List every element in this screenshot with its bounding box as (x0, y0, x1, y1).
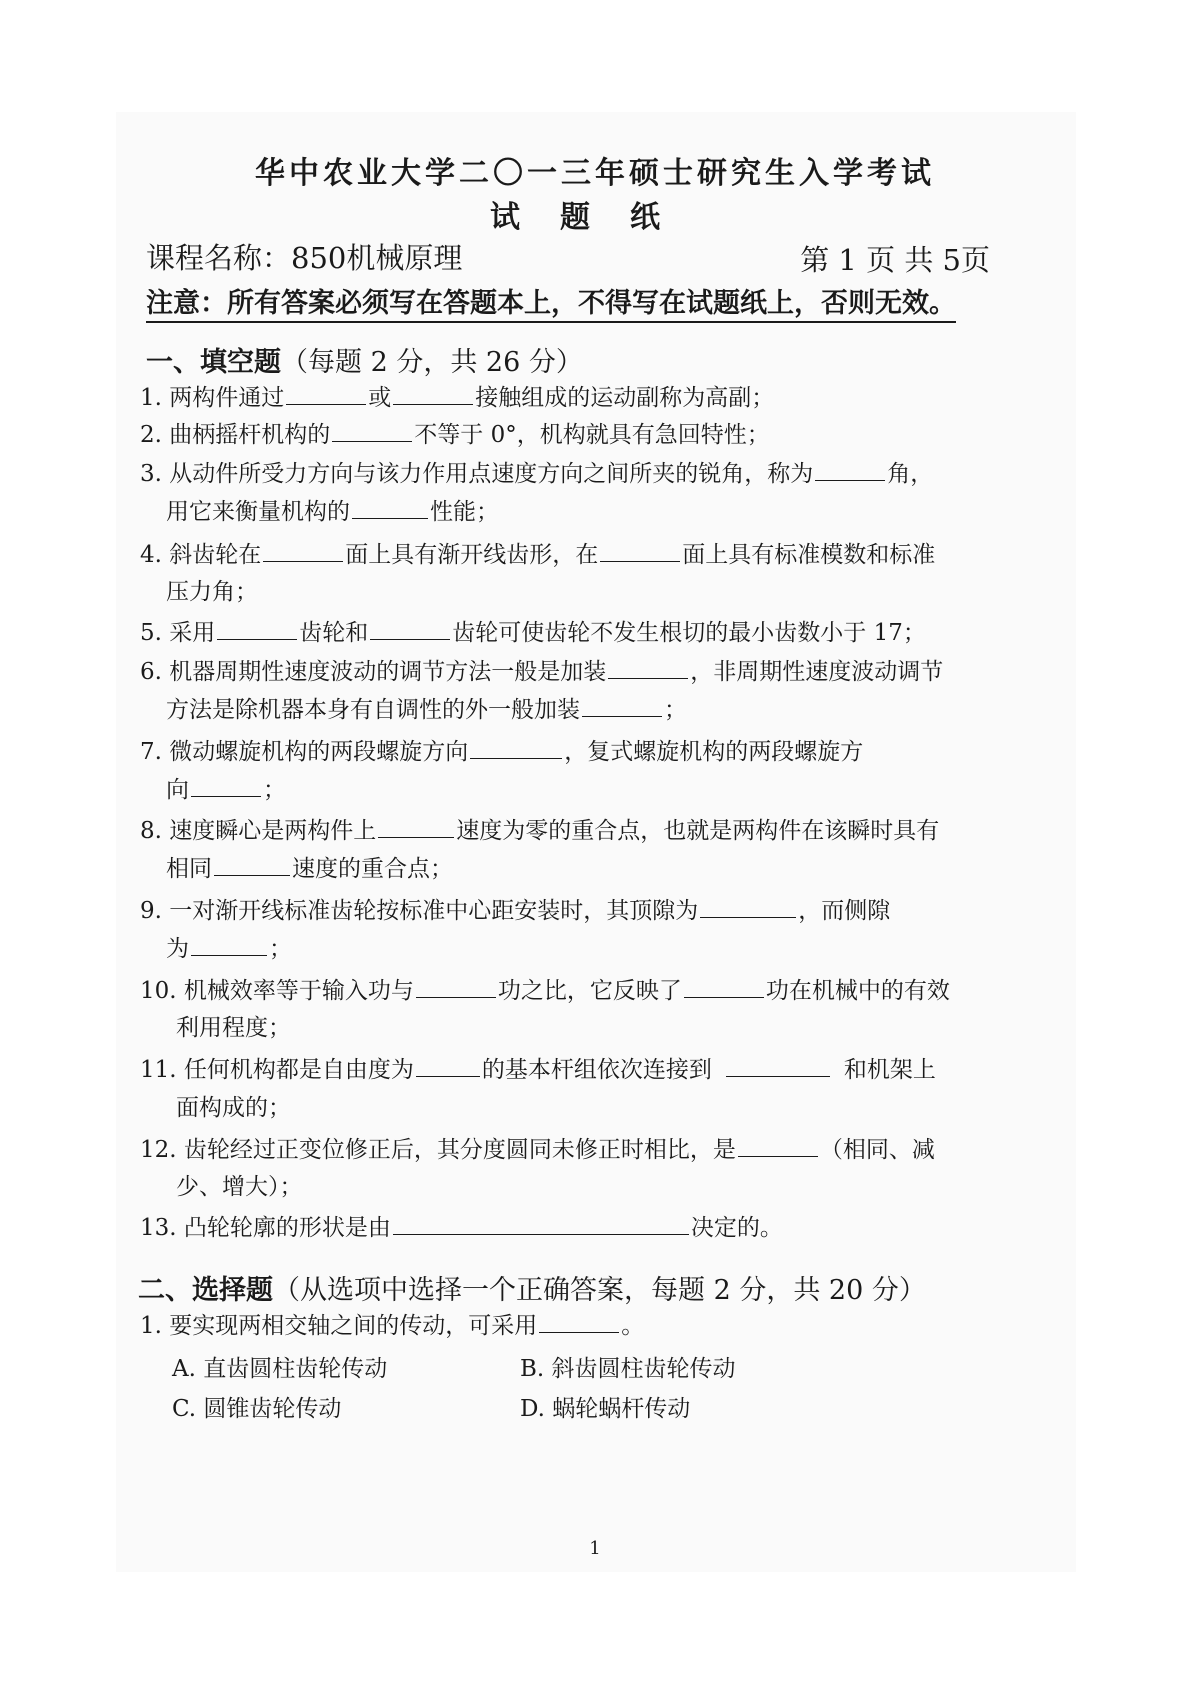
q-text: 4. 斜齿轮在 (140, 542, 262, 568)
answer-blank (700, 895, 796, 918)
q-text: 齿轮和 (299, 620, 369, 646)
question-1-12-cont (176, 1172, 303, 1202)
q-text: 的基本杆组依次连接到 (481, 1057, 712, 1083)
question-1-9-cont (166, 933, 292, 964)
q-text: 6. 机器周期性速度波动的调节方法一般是加装 (140, 659, 607, 685)
question-1-4-cont (166, 577, 258, 607)
q-text: 1. 两构件通过 (140, 385, 285, 411)
option-c: C. 圆锥齿轮传动 (172, 1396, 342, 1422)
q-text: 少、增大）； (176, 1174, 303, 1200)
q-text: 9. 一对渐开线标准齿轮按标准中心距安装时，其顶隙为 (140, 898, 699, 924)
q-text: （相同、减 (819, 1137, 935, 1163)
answer-blank (263, 539, 343, 562)
section-2-note: （从选项中选择一个正确答案，每题 2 分，共 20 分） (273, 1275, 926, 1306)
q-text: ，复式螺旋机构的两段螺旋方 (564, 739, 864, 765)
question-1-6-cont (166, 694, 687, 725)
q-text: 3. 从动件所受力方向与该力作用点速度方向之间所夹的锐角，称为 (140, 461, 814, 487)
answer-blank (286, 382, 366, 405)
q-text: 面构成的； (176, 1095, 291, 1121)
exam-title: 华中农业大学二〇一三年硕士研究生入学考试 (255, 156, 935, 191)
course-name: 课程名称：850机械原理 (146, 241, 463, 275)
q-text: 12. 齿轮经过正变位修正后，其分度圆同未修正时相比，是 (140, 1137, 736, 1163)
option-b: B. 斜齿圆柱齿轮传动 (520, 1356, 736, 1382)
q-text: ； (269, 936, 292, 962)
answer-blank (217, 617, 297, 640)
answer-blank (582, 694, 662, 717)
q-text: 13. 凸轮轮廓的形状是由 (140, 1215, 391, 1241)
answer-blank (470, 736, 562, 759)
question-1-2 (140, 419, 770, 450)
answer-blank (539, 1310, 619, 1333)
q-text: 为 (166, 936, 189, 962)
question-1-7-cont (166, 774, 286, 805)
q-text: 压力角； (166, 579, 258, 605)
q-text: 不等于 0°，机构就具有急回特性； (414, 422, 770, 448)
q-text: 向 (166, 777, 189, 803)
q-text: 用它来衡量机构的 (166, 499, 350, 525)
q-text: 速度的重合点； (292, 856, 453, 882)
question-2-1 (140, 1310, 644, 1341)
q-text: 2. 曲柄摇杆机构的 (140, 422, 331, 448)
answer-blank (815, 458, 885, 481)
q-text: ； (664, 697, 687, 723)
q-text: 面上具有渐开线齿形，在 (345, 542, 599, 568)
section-2-title: 二、选择题 (138, 1275, 273, 1306)
question-1-8-cont (166, 853, 453, 884)
answer-blank (393, 1212, 689, 1235)
question-1-11 (140, 1054, 936, 1085)
question-1-1 (140, 382, 774, 413)
q-text: 角， (887, 461, 934, 487)
option-a: A. 直齿圆柱齿轮传动 (172, 1356, 388, 1382)
question-1-4 (140, 539, 935, 570)
q-text: 7. 微动螺旋机构的两段螺旋方向 (140, 739, 469, 765)
answer-blank (370, 617, 450, 640)
question-1-7 (140, 736, 863, 767)
q-text: 相同 (166, 856, 212, 882)
page-info: 第 1 页 共 5页 (800, 243, 990, 277)
question-1-3-cont (166, 496, 499, 527)
q-text: 8. 速度瞬心是两构件上 (140, 818, 377, 844)
answer-blank (332, 419, 412, 442)
section-1-heading (146, 340, 583, 379)
question-1-11-cont (176, 1093, 291, 1123)
question-1-5 (140, 617, 926, 648)
q-text: 速度为零的重合点，也就是两构件在该瞬时具有 (456, 818, 940, 844)
question-1-3 (140, 458, 933, 489)
answer-blank (726, 1054, 830, 1077)
answer-blank (352, 496, 428, 519)
question-1-9 (140, 895, 890, 926)
q-text: 面上具有标准模数和标准 (682, 542, 936, 568)
answer-blank (214, 853, 290, 876)
section-1-note: （每题 2 分，共 26 分） (281, 347, 583, 378)
q-text: 或 (368, 385, 392, 411)
question-1-13 (140, 1212, 783, 1243)
question-1-10-cont (176, 1013, 291, 1043)
answer-blank (684, 975, 764, 998)
page-number: 1 (589, 1538, 601, 1559)
q-text: 。 (621, 1313, 645, 1339)
answer-blank (393, 382, 473, 405)
q-text: 功在机械中的有效 (765, 978, 950, 1004)
answer-blank (608, 656, 688, 679)
q-text: 利用程度； (176, 1015, 291, 1041)
q-text: 方法是除机器本身有自调性的外一般加装 (166, 697, 580, 723)
q-text: 接触组成的运动副称为高副； (475, 385, 775, 411)
exam-subtitle: 试题纸 (490, 200, 700, 235)
answer-blank (738, 1134, 818, 1157)
answer-blank (600, 539, 680, 562)
question-1-8 (140, 815, 939, 846)
q-text: 齿轮可使齿轮不发生根切的最小齿数小于 17； (452, 620, 926, 646)
section-1-title: 一、填空题 (146, 347, 281, 378)
q-text: 和机架上 (843, 1057, 936, 1083)
q-text: 10. 机械效率等于输入功与 (140, 978, 414, 1004)
q-text: ，非周期性速度波动调节 (690, 659, 944, 685)
answer-blank (378, 815, 454, 838)
answer-blank (416, 1054, 480, 1077)
q-text: ，而侧隙 (798, 898, 891, 924)
answer-blank (191, 774, 261, 797)
section-2-heading (138, 1268, 926, 1307)
exam-notice: 注意：所有答案必须写在答题本上，不得写在试题纸上，否则无效。 (146, 281, 956, 323)
q-text: 功之比，它反映了 (497, 978, 682, 1004)
q-text: 性能； (430, 499, 499, 525)
q-text: ； (263, 777, 286, 803)
q-text: 11. 任何机构都是自由度为 (140, 1057, 414, 1083)
answer-blank (191, 933, 267, 956)
answer-blank (416, 975, 496, 998)
q-text: 决定的。 (690, 1215, 783, 1241)
q-text: 1. 要实现两相交轴之间的传动，可采用 (140, 1313, 538, 1339)
question-1-12 (140, 1134, 935, 1165)
q-text: 5. 采用 (140, 620, 216, 646)
option-d: D. 蜗轮蜗杆传动 (520, 1396, 691, 1422)
question-1-10 (140, 975, 950, 1006)
question-1-6 (140, 656, 943, 687)
